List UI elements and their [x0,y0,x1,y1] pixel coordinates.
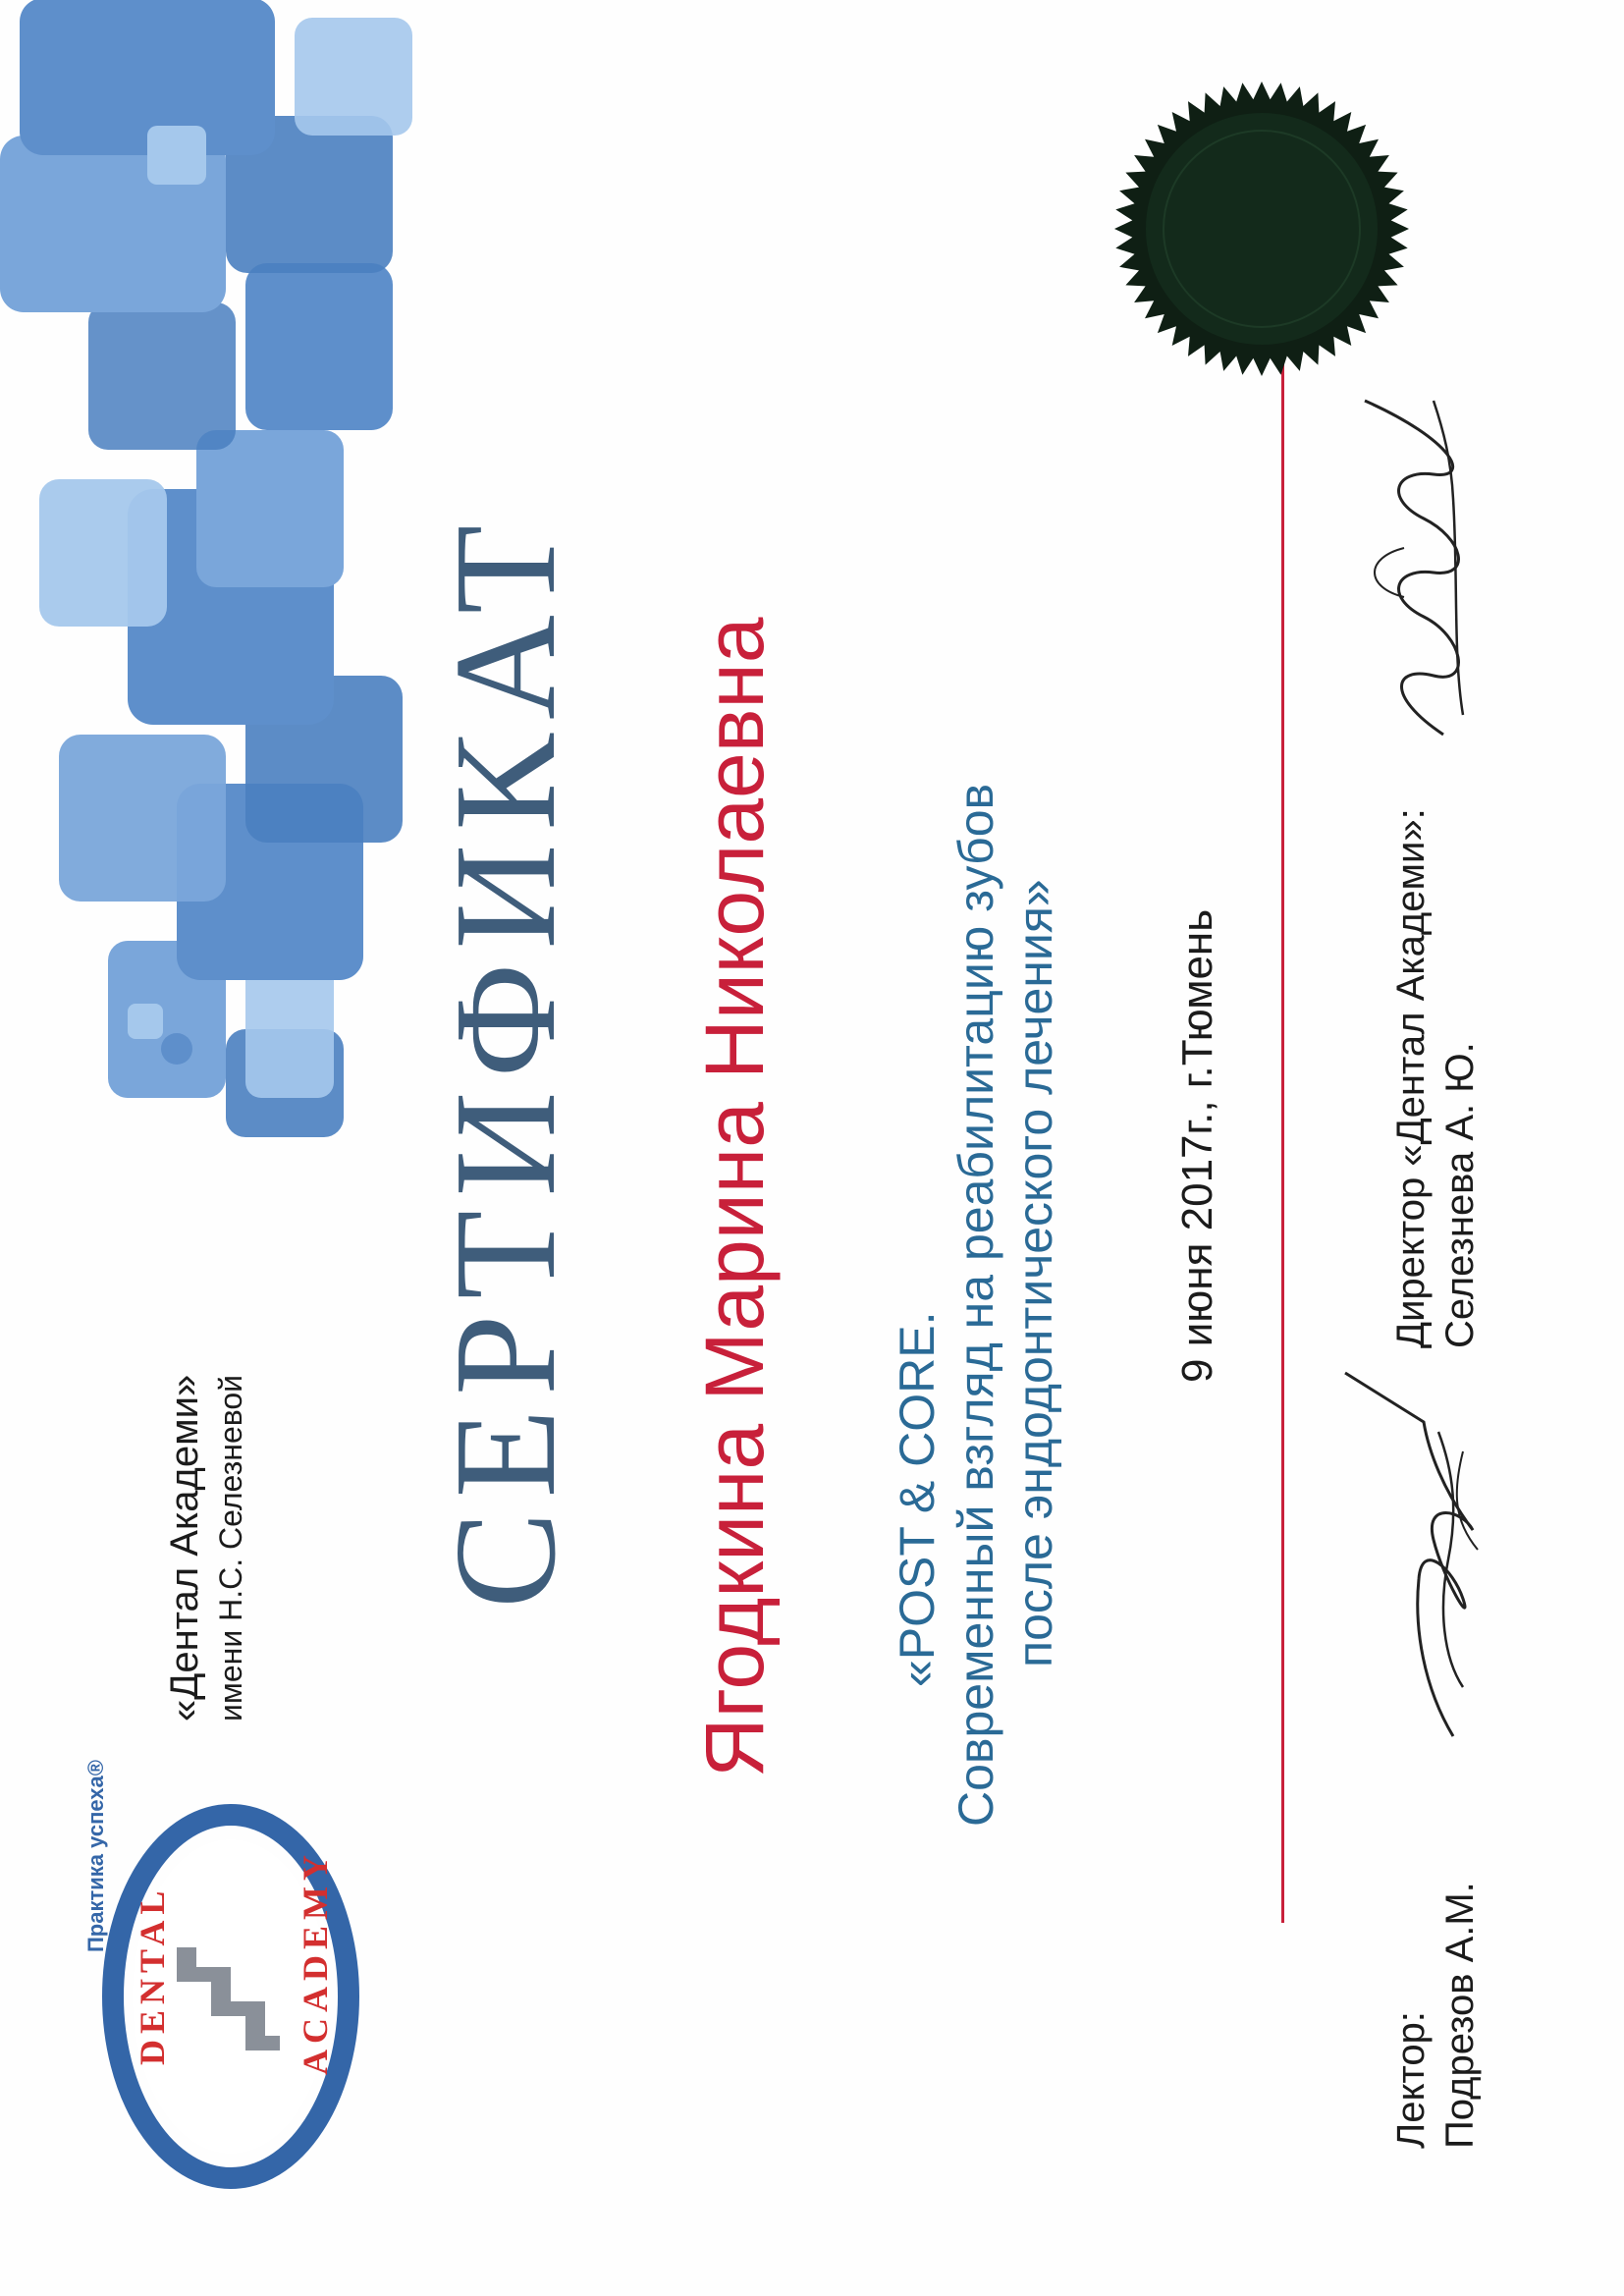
lecturer-label: Лектор: [1389,2011,1433,2149]
recipient-name: Ягодкина Марина Николаевна [688,617,781,1777]
course-title-line-2: Современный взгляд на реабилитацию зубов [948,783,1003,1827]
logo-word-bottom: ACADEMY [296,1849,335,2075]
logo-tagline: Практика успеха® [83,1760,108,1952]
course-title-line-1: «POST & CORE. [890,1311,945,1687]
seal-icon [1110,77,1414,381]
lecturer-signature [1306,1363,1532,1746]
certificate-title: СЕРТИФИКАТ [425,511,586,1609]
dental-academy-logo [74,1736,368,2198]
divider-line [1281,307,1284,1923]
course-title-line-3: после эндодонтического лечения» [1007,879,1062,1667]
director-label: Директор «Дентал Академи»: [1389,808,1433,1348]
director-name: Селезнева А. Ю. [1438,1042,1482,1348]
decorative-squares [0,0,412,1137]
academy-name: «Дентал Академи» [163,1374,206,1722]
academy-subtitle: имени Н.С. Селезневой [213,1374,248,1722]
date-and-place: 9 июня 2017г., г.Тюмень [1173,908,1221,1383]
director-signature [1306,381,1532,754]
logo-word-top: DENTAL [133,1885,172,2065]
lecturer-name: Подрезов А.М. [1438,1882,1482,2149]
